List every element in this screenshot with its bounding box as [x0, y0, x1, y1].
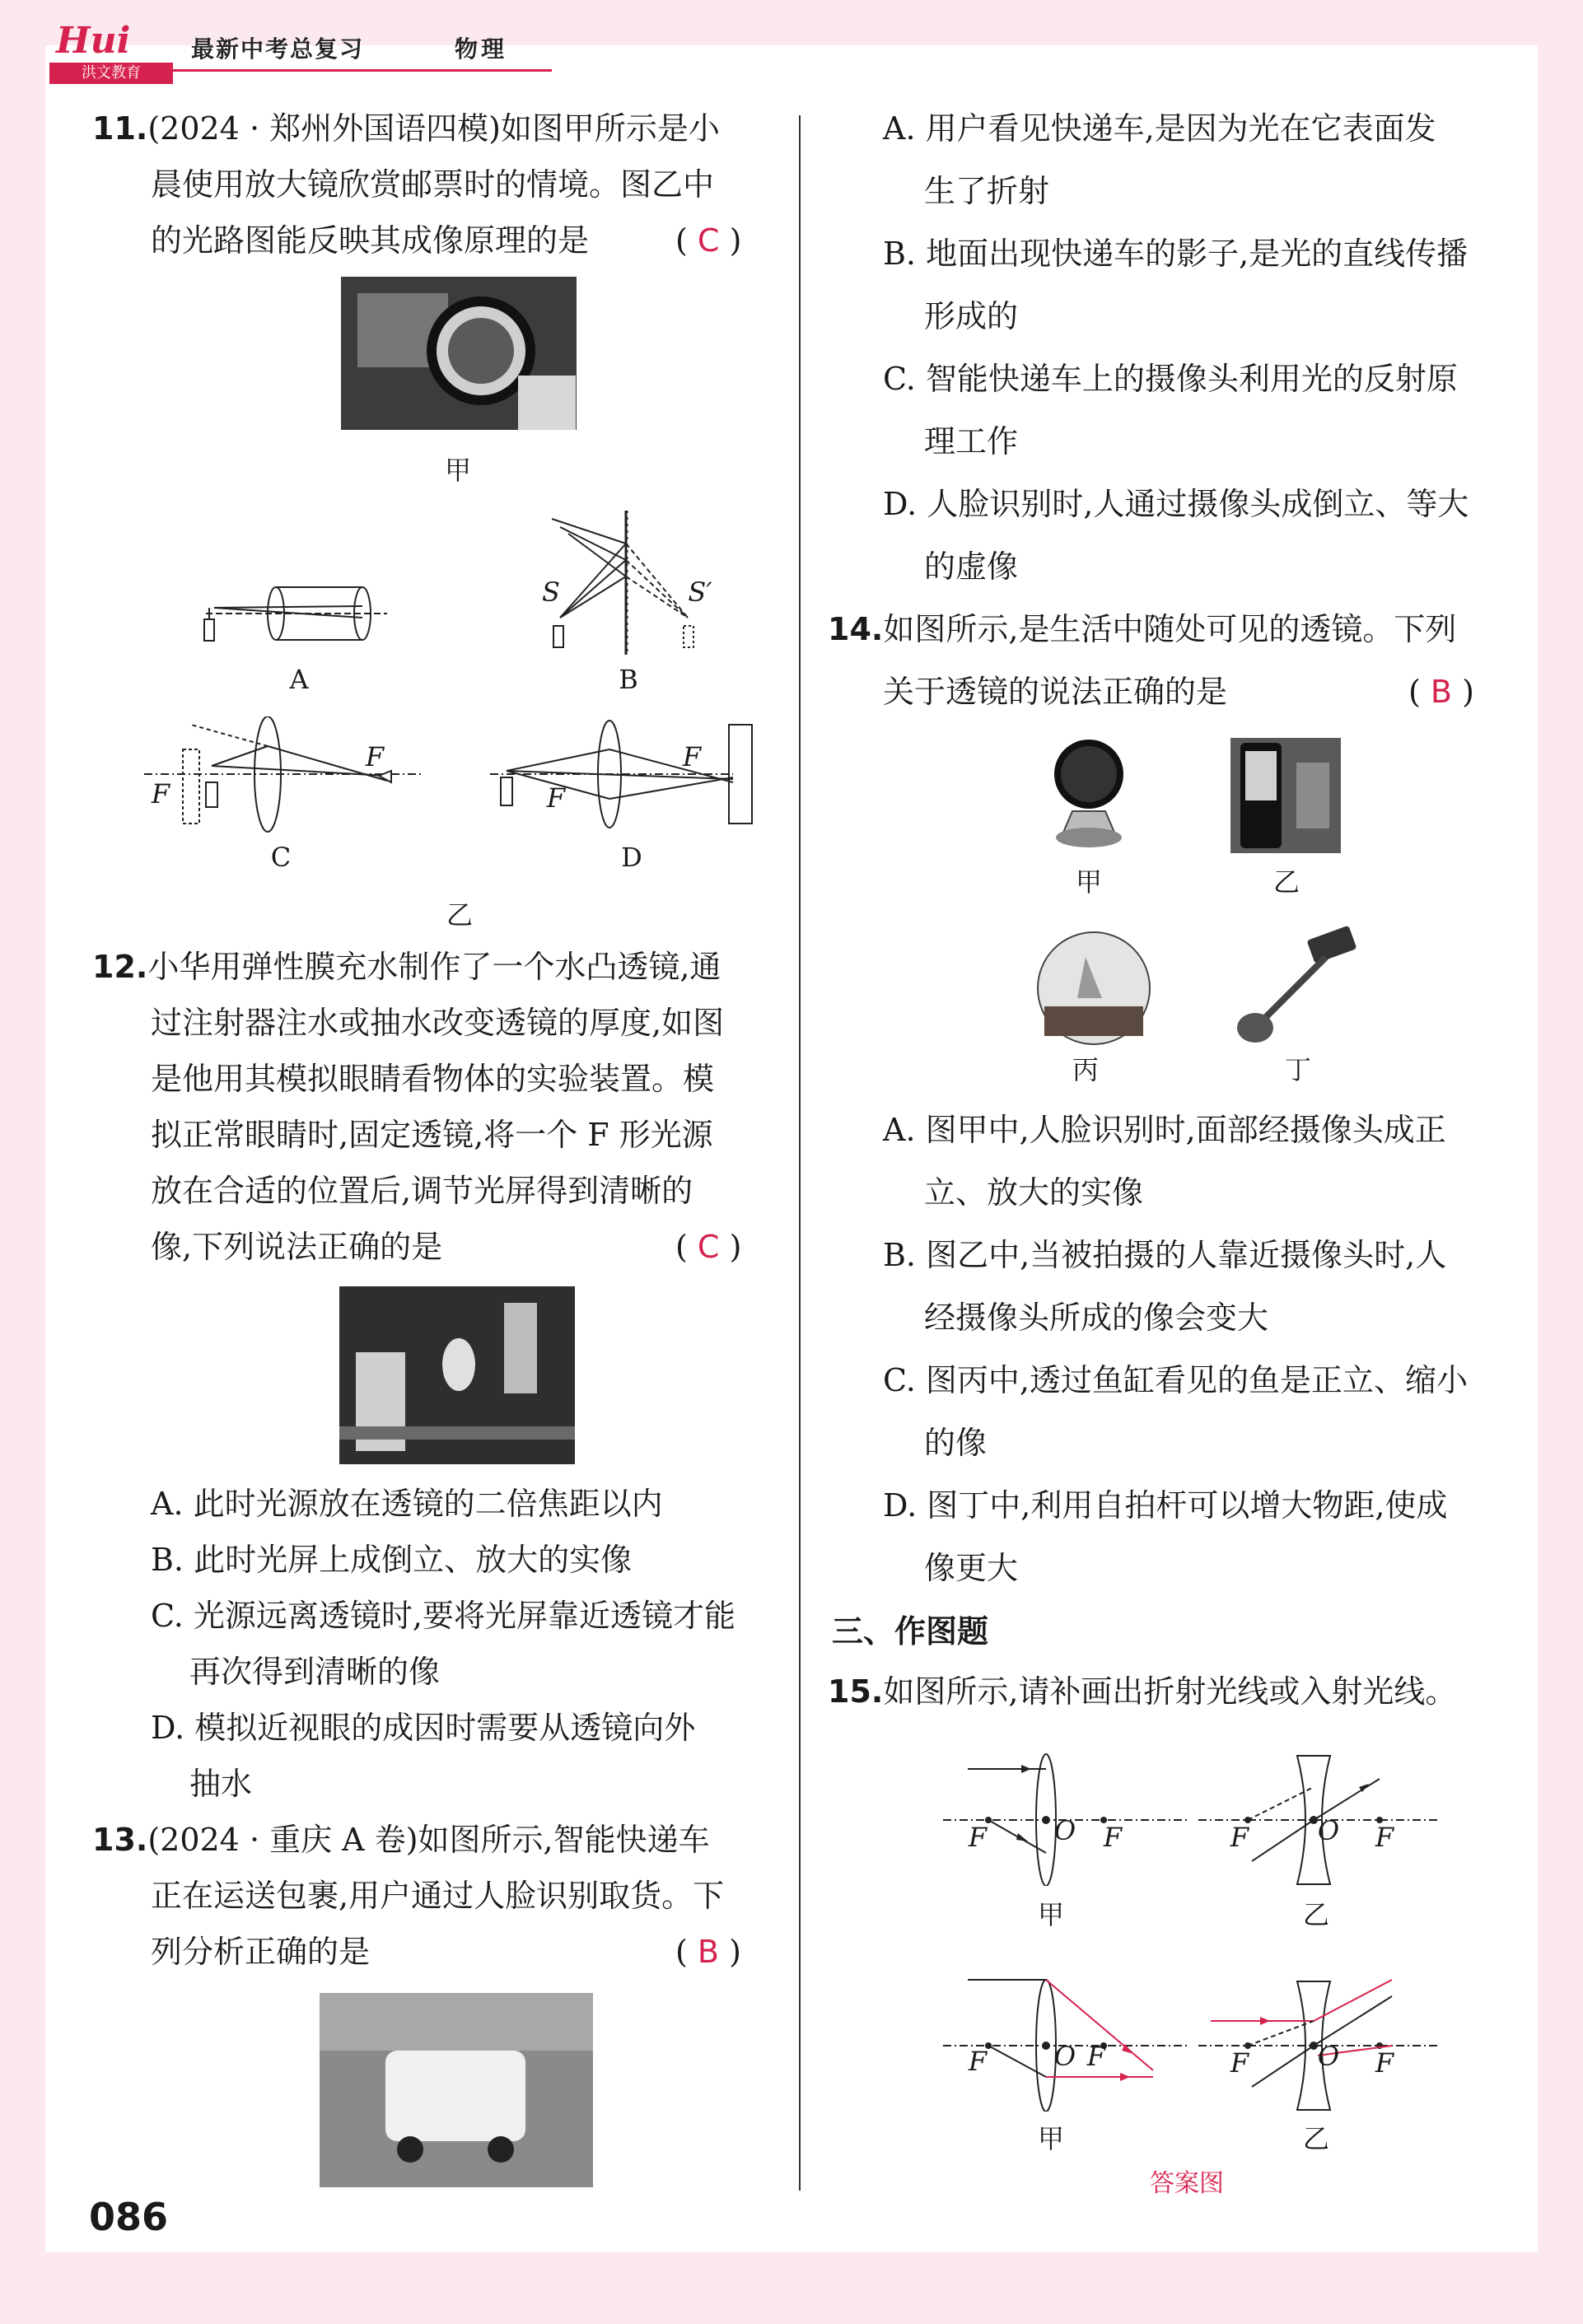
q12-number: 12.: [92, 949, 148, 985]
q15-answer-diagram-jia: [939, 1963, 1194, 2112]
q11-answer: [675, 222, 741, 259]
q15-diagram-jia: [939, 1738, 1194, 1886]
delivery-vehicle-graphic: [320, 1993, 593, 2187]
q13-line2: 正在运送包裹,用户通过人脸识别取货。下: [151, 1878, 725, 1914]
answer-paren-close: ): [729, 1229, 742, 1265]
q13-option-D-2: 的虚像: [924, 548, 1019, 585]
q15-yi-label-F-right: F: [1375, 1822, 1394, 1853]
q15-line1: [828, 1664, 1456, 1720]
q15-diagram-yi: [1194, 1738, 1441, 1886]
q15-text-1: 如图所示,请补画出折射光线或入射光线。: [883, 1673, 1457, 1710]
q13-option-A-1: A. 用户看见快递车,是因为光在它表面发: [883, 110, 1436, 147]
q13-option-D-1: D. 人脸识别时,人通过摄像头成倒立、等大: [883, 486, 1469, 522]
answer-paren-open: (: [675, 1934, 688, 1970]
logo-mark: Hui: [56, 20, 131, 62]
q12-line1: [92, 939, 721, 995]
q14-option-A-2: 立、放大的实像: [924, 1174, 1144, 1211]
q14-option-C-1: C. 图丙中,透过鱼缸看见的鱼是正立、缩小: [883, 1362, 1468, 1398]
q14-option-A-1: A. 图甲中,人脸识别时,面部经摄像头成正: [883, 1112, 1446, 1148]
column-divider: [799, 115, 801, 2191]
q15-number: 15.: [828, 1673, 884, 1710]
q11-caption-yi: 乙: [446, 899, 473, 931]
q13-answer: [675, 1934, 741, 1970]
q12-line2: 过注射器注水或抽水改变透镜的厚度,如图: [151, 1005, 725, 1041]
q11-label-D: D: [621, 842, 642, 873]
q12-text-1: 小华用弹性膜充水制作了一个水凸透镜,通: [147, 949, 721, 985]
magnifier-photo-graphic: [341, 277, 577, 430]
q14-option-B-2: 经摄像头所成的像会变大: [924, 1300, 1269, 1336]
q15-answer-diagram-yi: [1194, 1963, 1441, 2112]
q11-label-B: B: [619, 664, 638, 695]
q12-option-C-1: C. 光源远离透镜时,要将光屏靠近透镜才能: [151, 1598, 735, 1634]
q15-ans-yi-label-F-left: F: [1230, 2047, 1249, 2079]
page-number: 086: [89, 2195, 169, 2239]
q14-answer-letter: B: [1430, 674, 1452, 710]
q12-line5: 放在合适的位置后,调节光屏得到清晰的: [151, 1173, 693, 1209]
q14-image-jia-camera: [1039, 737, 1138, 852]
q14-text-1: 如图所示,是生活中随处可见的透镜。下列: [883, 611, 1457, 647]
q11-line1: [92, 100, 720, 156]
book-title: 最新中考总复习: [191, 35, 365, 63]
q15-answer-figure-label: 答案图: [1150, 2169, 1224, 2198]
answer-paren-close: ): [1462, 674, 1474, 710]
q14-option-B-1: B. 图乙中,当被拍摄的人靠近摄像头时,人: [883, 1237, 1447, 1273]
q12-line3: 是他用其模拟眼睛看物体的实验装置。模: [151, 1061, 715, 1097]
q15-ans-jia-label-O: O: [1053, 2041, 1076, 2072]
q11-photo-magnifier: [341, 277, 577, 430]
q12-option-D-1: D. 模拟近视眼的成因时需要从透镜向外: [151, 1710, 696, 1746]
q15-ans-jia-label-F-left: F: [968, 2046, 988, 2077]
q13-option-A-2: 生了折射: [924, 173, 1050, 209]
q14-line2: 关于透镜的说法正确的是: [883, 674, 1228, 710]
q11-line2: 晨使用放大镜欣赏邮票时的情境。图乙中: [151, 166, 715, 203]
q14-caption-ding: 丁: [1284, 1054, 1311, 1085]
q13-text-1: (2024 · 重庆 A 卷)如图所示,智能快递车: [147, 1822, 710, 1858]
answer-paren-close: ): [729, 1934, 741, 1970]
q12-option-C-2: 再次得到清晰的像: [189, 1654, 441, 1690]
q12-option-B: B. 此时光屏上成倒立、放大的实像: [151, 1542, 633, 1578]
q14-answer: [1408, 674, 1474, 710]
q11-label-C: C: [270, 842, 292, 873]
q14-line1: [828, 601, 1456, 657]
q14-image-ding-selfie-stick: [1227, 924, 1367, 1048]
q14-image-bing-fish-bowl: [1028, 924, 1160, 1048]
q15-answer-caption-yi: 乙: [1302, 2123, 1329, 2154]
subject-label: 物理: [455, 35, 508, 63]
q15-caption-jia: 甲: [1037, 1899, 1064, 1930]
section-title-drawing: 三、作图题: [832, 1613, 989, 1650]
header-rule: [165, 69, 552, 72]
q11-diagram-A: [198, 568, 395, 659]
q13-option-C-1: C. 智能快递车上的摄像头利用光的反射原: [883, 361, 1458, 397]
q15-jia-label-O: O: [1053, 1815, 1076, 1846]
q12-option-A: A. 此时光源放在透镜的二倍焦距以内: [151, 1486, 663, 1522]
q14-caption-bing: 丙: [1072, 1054, 1099, 1085]
q13-option-B-2: 形成的: [924, 298, 1019, 334]
q11-D-label-F-right: F: [682, 741, 702, 772]
answer-paren-open: (: [675, 222, 688, 259]
q13-line1: [92, 1812, 710, 1868]
q12-answer-letter: C: [697, 1229, 720, 1265]
q11-C-label-F-right: F: [365, 741, 385, 772]
q15-yi-label-F-left: F: [1230, 1822, 1249, 1853]
logo-subtitle: 洪文教育: [49, 63, 173, 84]
q11-diagram-D: [486, 716, 774, 848]
q11-text-1: (2024 · 郑州外国语四模)如图甲所示是小: [147, 110, 720, 147]
face-scanner-graphic: [1230, 738, 1341, 853]
q12-line6: 像,下列说法正确的是: [151, 1229, 443, 1265]
q11-C-label-F-left: F: [151, 778, 170, 810]
q14-caption-yi: 乙: [1272, 866, 1300, 898]
q11-label-S: S: [542, 576, 560, 608]
answer-paren-open: (: [675, 1229, 688, 1265]
q15-ans-yi-label-F-right: F: [1375, 2047, 1394, 2079]
apparatus-photo-graphic: [339, 1286, 575, 1464]
answer-paren-open: (: [1408, 674, 1421, 710]
q14-caption-jia: 甲: [1075, 866, 1102, 898]
q14-option-C-2: 的像: [924, 1425, 988, 1461]
q13-number: 13.: [92, 1822, 148, 1858]
q15-jia-label-F-right: F: [1103, 1822, 1123, 1853]
q13-line3: 列分析正确的是: [151, 1934, 371, 1970]
q15-answer-caption-jia: 甲: [1037, 2123, 1064, 2154]
q12-line4: 拟正常眼睛时,固定透镜,将一个 F 形光源: [151, 1117, 713, 1153]
q14-image-yi-face-scanner: [1230, 738, 1341, 853]
q11-caption-jia: 甲: [444, 455, 471, 486]
q15-yi-label-O: O: [1317, 1815, 1340, 1846]
q12-option-D-2: 抽水: [189, 1766, 253, 1802]
q13-option-C-2: 理工作: [924, 423, 1019, 460]
q15-jia-label-F-left: F: [968, 1822, 988, 1853]
q11-D-label-F-left: F: [546, 782, 566, 814]
q14-option-D-1: D. 图丁中,利用自拍杆可以增大物距,使成: [883, 1487, 1448, 1524]
q11-diagram-C: [140, 716, 428, 848]
q14-option-D-2: 像更大: [924, 1550, 1019, 1586]
q11-number: 11.: [92, 110, 148, 147]
q13-answer-letter: B: [697, 1934, 719, 1970]
publisher-logo: [49, 16, 173, 82]
q15-caption-yi: 乙: [1302, 1899, 1329, 1930]
q11-label-S-prime: S′: [688, 576, 712, 608]
q12-answer: [675, 1229, 741, 1265]
q13-photo-delivery-vehicle: [320, 1993, 593, 2187]
q13-option-B-1: B. 地面出现快递车的影子,是光的直线传播: [883, 236, 1469, 272]
q12-photo-apparatus: [339, 1286, 575, 1464]
q15-ans-yi-label-O: O: [1317, 2041, 1340, 2072]
q15-ans-jia-label-F-right: F: [1086, 2041, 1106, 2072]
q11-line3: 的光路图能反映其成像原理的是: [151, 222, 590, 259]
q11-label-A: A: [289, 664, 309, 695]
q14-number: 14.: [828, 611, 884, 647]
answer-paren-close: ): [729, 222, 742, 259]
q11-answer-letter: C: [697, 222, 720, 259]
